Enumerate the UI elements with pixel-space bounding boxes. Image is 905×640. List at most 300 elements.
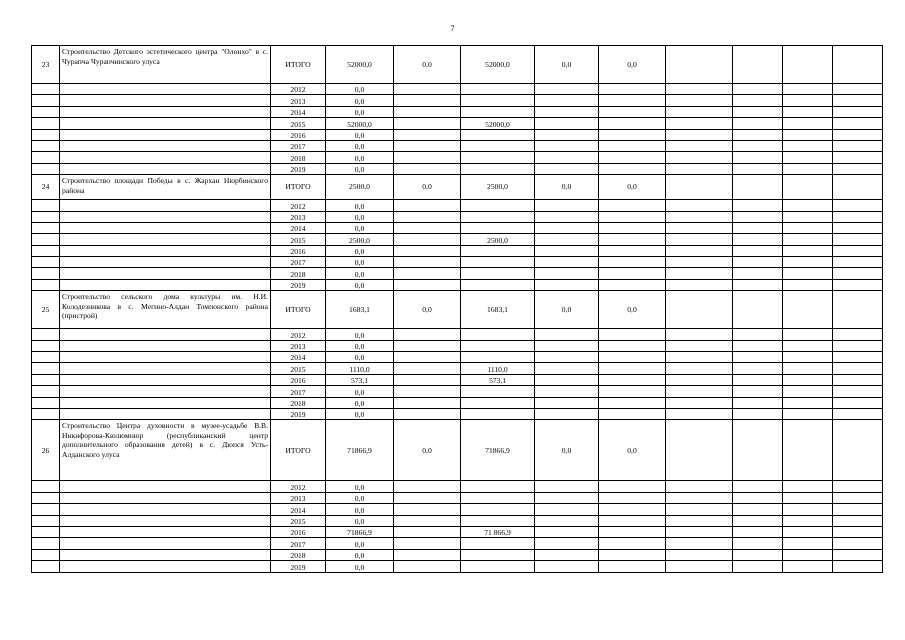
empty-cell: [60, 363, 271, 374]
year-label: 2012: [271, 84, 326, 95]
empty-cell: [733, 84, 783, 95]
empty-cell: [32, 386, 60, 397]
empty-cell: [60, 538, 271, 549]
empty-cell: [833, 538, 883, 549]
empty-cell: [833, 175, 883, 200]
year-total: 0,0: [326, 481, 394, 492]
empty-cell: [32, 481, 60, 492]
empty-cell: [783, 386, 833, 397]
year-republic: [461, 140, 535, 151]
empty-cell: [535, 408, 599, 419]
year-row: [32, 95, 883, 106]
empty-cell: [833, 118, 883, 129]
empty-cell: [833, 420, 883, 481]
year-republic: [461, 152, 535, 163]
year-republic: [461, 352, 535, 363]
empty-cell: [783, 118, 833, 129]
year-total: 0,0: [326, 538, 394, 549]
empty-cell: [599, 352, 666, 363]
empty-cell: [733, 129, 783, 140]
empty-cell: [666, 46, 733, 84]
empty-cell: [32, 129, 60, 140]
year-label: 2012: [271, 329, 326, 340]
year-row: [32, 492, 883, 503]
empty-cell: [666, 84, 733, 95]
empty-cell: [535, 163, 599, 174]
year-label: 2014: [271, 504, 326, 515]
federal-value: 0,0: [394, 291, 461, 329]
year-republic: [461, 515, 535, 526]
year-republic: 573,1: [461, 374, 535, 385]
year-label: 2017: [271, 538, 326, 549]
empty-cell: [833, 163, 883, 174]
year-label: 2018: [271, 549, 326, 560]
year-label: 2019: [271, 279, 326, 290]
empty-cell: [535, 234, 599, 245]
year-label: 2016: [271, 129, 326, 140]
empty-cell: [783, 538, 833, 549]
empty-cell: [733, 268, 783, 279]
empty-cell: [32, 504, 60, 515]
empty-cell: [535, 329, 599, 340]
empty-cell: [394, 515, 461, 526]
year-republic: [461, 386, 535, 397]
empty-cell: [783, 200, 833, 211]
row-number: 25: [32, 291, 60, 329]
year-row: [32, 504, 883, 515]
year-republic: [461, 257, 535, 268]
empty-cell: [32, 200, 60, 211]
empty-cell: [599, 95, 666, 106]
empty-cell: [535, 397, 599, 408]
row-number: 24: [32, 175, 60, 200]
empty-cell: [666, 561, 733, 572]
empty-cell: [783, 222, 833, 233]
empty-cell: [666, 329, 733, 340]
empty-cell: [783, 352, 833, 363]
empty-cell: [32, 234, 60, 245]
empty-cell: [60, 408, 271, 419]
empty-cell: [394, 352, 461, 363]
year-row: [32, 268, 883, 279]
empty-cell: [833, 129, 883, 140]
empty-cell: [535, 515, 599, 526]
empty-cell: [535, 222, 599, 233]
year-republic: [461, 129, 535, 140]
empty-cell: [394, 526, 461, 537]
year-row: [32, 397, 883, 408]
empty-cell: [666, 200, 733, 211]
empty-cell: [783, 95, 833, 106]
empty-cell: [60, 397, 271, 408]
year-total: 0,0: [326, 504, 394, 515]
year-row: [32, 561, 883, 572]
empty-cell: [60, 481, 271, 492]
empty-cell: [833, 234, 883, 245]
empty-cell: [783, 504, 833, 515]
empty-cell: [733, 397, 783, 408]
empty-cell: [60, 386, 271, 397]
year-label: 2016: [271, 526, 326, 537]
empty-cell: [783, 175, 833, 200]
empty-cell: [60, 106, 271, 117]
empty-cell: [733, 352, 783, 363]
empty-cell: [60, 118, 271, 129]
empty-cell: [535, 211, 599, 222]
year-republic: [461, 561, 535, 572]
empty-cell: [783, 129, 833, 140]
empty-cell: [833, 329, 883, 340]
empty-cell: [783, 291, 833, 329]
empty-cell: [833, 106, 883, 117]
empty-cell: [599, 268, 666, 279]
empty-cell: [599, 386, 666, 397]
empty-cell: [666, 129, 733, 140]
empty-cell: [833, 363, 883, 374]
empty-cell: [394, 492, 461, 503]
year-label: 2012: [271, 481, 326, 492]
empty-cell: [599, 549, 666, 560]
empty-cell: [833, 211, 883, 222]
empty-cell: [394, 329, 461, 340]
empty-cell: [833, 408, 883, 419]
empty-cell: [783, 374, 833, 385]
year-total: 0,0: [326, 163, 394, 174]
empty-cell: [32, 374, 60, 385]
empty-cell: [32, 211, 60, 222]
empty-cell: [535, 374, 599, 385]
empty-cell: [783, 561, 833, 572]
empty-cell: [833, 374, 883, 385]
year-total: 0,0: [326, 515, 394, 526]
empty-cell: [666, 481, 733, 492]
year-row: [32, 340, 883, 351]
empty-cell: [666, 152, 733, 163]
empty-cell: [833, 200, 883, 211]
table-body: [32, 46, 883, 573]
empty-cell: [833, 561, 883, 572]
year-label: 2019: [271, 163, 326, 174]
empty-cell: [733, 257, 783, 268]
empty-cell: [535, 363, 599, 374]
empty-cell: [32, 268, 60, 279]
year-row: [32, 234, 883, 245]
year-row: [32, 140, 883, 151]
empty-cell: [394, 408, 461, 419]
empty-cell: [60, 279, 271, 290]
empty-cell: [60, 245, 271, 256]
empty-cell: [833, 279, 883, 290]
empty-cell: [599, 279, 666, 290]
empty-cell: [733, 386, 783, 397]
empty-cell: [599, 211, 666, 222]
empty-cell: [783, 268, 833, 279]
year-label: 2014: [271, 352, 326, 363]
itogo-label: ИТОГО: [271, 46, 326, 84]
empty-cell: [394, 561, 461, 572]
year-republic: 52000,0: [461, 118, 535, 129]
local-value: 0,0: [535, 46, 599, 84]
empty-cell: [666, 363, 733, 374]
empty-cell: [733, 515, 783, 526]
empty-cell: [32, 408, 60, 419]
year-total: 0,0: [326, 211, 394, 222]
empty-cell: [599, 481, 666, 492]
empty-cell: [833, 291, 883, 329]
empty-cell: [394, 234, 461, 245]
republic-value: 71866,9: [461, 420, 535, 481]
empty-cell: [666, 257, 733, 268]
empty-cell: [599, 152, 666, 163]
empty-cell: [60, 152, 271, 163]
year-republic: [461, 397, 535, 408]
year-label: 2018: [271, 397, 326, 408]
empty-cell: [783, 245, 833, 256]
empty-cell: [666, 234, 733, 245]
year-row: [32, 84, 883, 95]
empty-cell: [599, 397, 666, 408]
empty-cell: [783, 234, 833, 245]
empty-cell: [733, 504, 783, 515]
empty-cell: [394, 106, 461, 117]
empty-cell: [394, 211, 461, 222]
year-label: 2012: [271, 200, 326, 211]
empty-cell: [394, 95, 461, 106]
empty-cell: [599, 329, 666, 340]
year-label: 2015: [271, 118, 326, 129]
other-value: 0,0: [599, 420, 666, 481]
empty-cell: [666, 268, 733, 279]
year-row: [32, 538, 883, 549]
empty-cell: [666, 515, 733, 526]
empty-cell: [535, 129, 599, 140]
year-row: [32, 526, 883, 537]
year-label: 2016: [271, 374, 326, 385]
empty-cell: [32, 279, 60, 290]
empty-cell: [833, 397, 883, 408]
empty-cell: [535, 352, 599, 363]
empty-cell: [666, 245, 733, 256]
itogo-label: ИТОГО: [271, 175, 326, 200]
republic-value: 1683,1: [461, 291, 535, 329]
empty-cell: [833, 140, 883, 151]
empty-cell: [733, 106, 783, 117]
empty-cell: [666, 352, 733, 363]
year-republic: [461, 222, 535, 233]
year-republic: [461, 245, 535, 256]
year-total: 0,0: [326, 268, 394, 279]
empty-cell: [833, 245, 883, 256]
federal-value: 0,0: [394, 420, 461, 481]
year-row: [32, 374, 883, 385]
empty-cell: [60, 163, 271, 174]
empty-cell: [535, 140, 599, 151]
year-total: 0,0: [326, 257, 394, 268]
empty-cell: [666, 106, 733, 117]
empty-cell: [783, 163, 833, 174]
empty-cell: [599, 492, 666, 503]
year-row: [32, 549, 883, 560]
empty-cell: [666, 420, 733, 481]
empty-cell: [666, 374, 733, 385]
itogo-label: ИТОГО: [271, 291, 326, 329]
empty-cell: [733, 408, 783, 419]
empty-cell: [32, 152, 60, 163]
year-label: 2018: [271, 268, 326, 279]
empty-cell: [32, 515, 60, 526]
empty-cell: [32, 492, 60, 503]
year-row: [32, 222, 883, 233]
empty-cell: [783, 84, 833, 95]
empty-cell: [733, 140, 783, 151]
project-row: [32, 291, 883, 329]
empty-cell: [733, 363, 783, 374]
empty-cell: [60, 268, 271, 279]
year-total: 0,0: [326, 397, 394, 408]
empty-cell: [599, 222, 666, 233]
empty-cell: [733, 526, 783, 537]
year-total: 0,0: [326, 352, 394, 363]
empty-cell: [60, 492, 271, 503]
year-label: 2019: [271, 408, 326, 419]
empty-cell: [394, 397, 461, 408]
year-republic: [461, 200, 535, 211]
empty-cell: [783, 481, 833, 492]
year-row: [32, 163, 883, 174]
total-value: 1683,1: [326, 291, 394, 329]
empty-cell: [666, 408, 733, 419]
empty-cell: [535, 492, 599, 503]
empty-cell: [599, 504, 666, 515]
year-total: 0,0: [326, 222, 394, 233]
year-republic: [461, 504, 535, 515]
year-row: [32, 352, 883, 363]
year-row: [32, 279, 883, 290]
year-republic: [461, 84, 535, 95]
empty-cell: [535, 481, 599, 492]
empty-cell: [666, 175, 733, 200]
empty-cell: [60, 374, 271, 385]
empty-cell: [833, 95, 883, 106]
empty-cell: [733, 211, 783, 222]
year-total: 52000,0: [326, 118, 394, 129]
year-label: 2013: [271, 340, 326, 351]
empty-cell: [60, 140, 271, 151]
empty-cell: [733, 329, 783, 340]
empty-cell: [60, 515, 271, 526]
empty-cell: [599, 363, 666, 374]
year-label: 2015: [271, 515, 326, 526]
empty-cell: [394, 386, 461, 397]
year-republic: 71 866,9: [461, 526, 535, 537]
year-republic: [461, 340, 535, 351]
year-label: 2016: [271, 245, 326, 256]
total-value: 52000,0: [326, 46, 394, 84]
empty-cell: [60, 200, 271, 211]
row-number: 26: [32, 420, 60, 481]
empty-cell: [599, 561, 666, 572]
republic-value: 2500,0: [461, 175, 535, 200]
year-row: [32, 200, 883, 211]
year-row: [32, 481, 883, 492]
year-total: 0,0: [326, 340, 394, 351]
year-total: 0,0: [326, 200, 394, 211]
empty-cell: [32, 538, 60, 549]
empty-cell: [599, 84, 666, 95]
project-name: Строительство площади Победы в с. Жархан Нюрбинского района: [60, 175, 271, 200]
local-value: 0,0: [535, 175, 599, 200]
year-total: 0,0: [326, 549, 394, 560]
year-total: 0,0: [326, 245, 394, 256]
empty-cell: [394, 84, 461, 95]
program-table: [31, 45, 883, 573]
year-row: [32, 515, 883, 526]
empty-cell: [32, 84, 60, 95]
year-label: 2015: [271, 234, 326, 245]
other-value: 0,0: [599, 175, 666, 200]
page-number: 7: [450, 24, 455, 33]
year-total: 0,0: [326, 106, 394, 117]
empty-cell: [535, 95, 599, 106]
empty-cell: [32, 352, 60, 363]
empty-cell: [32, 118, 60, 129]
empty-cell: [733, 340, 783, 351]
year-row: [32, 211, 883, 222]
empty-cell: [60, 329, 271, 340]
federal-value: 0,0: [394, 175, 461, 200]
empty-cell: [394, 200, 461, 211]
empty-cell: [733, 561, 783, 572]
empty-cell: [666, 95, 733, 106]
empty-cell: [32, 245, 60, 256]
empty-cell: [32, 106, 60, 117]
empty-cell: [833, 84, 883, 95]
empty-cell: [60, 340, 271, 351]
empty-cell: [394, 245, 461, 256]
empty-cell: [833, 492, 883, 503]
empty-cell: [535, 118, 599, 129]
empty-cell: [783, 549, 833, 560]
empty-cell: [783, 211, 833, 222]
year-row: [32, 152, 883, 163]
total-value: 71866,9: [326, 420, 394, 481]
empty-cell: [733, 46, 783, 84]
empty-cell: [783, 152, 833, 163]
empty-cell: [394, 374, 461, 385]
project-row: [32, 46, 883, 84]
empty-cell: [60, 549, 271, 560]
empty-cell: [599, 538, 666, 549]
empty-cell: [666, 340, 733, 351]
year-label: 2015: [271, 363, 326, 374]
empty-cell: [535, 561, 599, 572]
empty-cell: [666, 386, 733, 397]
empty-cell: [783, 340, 833, 351]
year-total: 0,0: [326, 492, 394, 503]
empty-cell: [666, 211, 733, 222]
empty-cell: [599, 129, 666, 140]
empty-cell: [599, 408, 666, 419]
year-total: 0,0: [326, 408, 394, 419]
year-label: 2019: [271, 561, 326, 572]
year-total: 2500,0: [326, 234, 394, 245]
empty-cell: [666, 492, 733, 503]
empty-cell: [733, 420, 783, 481]
empty-cell: [666, 397, 733, 408]
empty-cell: [733, 245, 783, 256]
empty-cell: [783, 257, 833, 268]
empty-cell: [833, 222, 883, 233]
